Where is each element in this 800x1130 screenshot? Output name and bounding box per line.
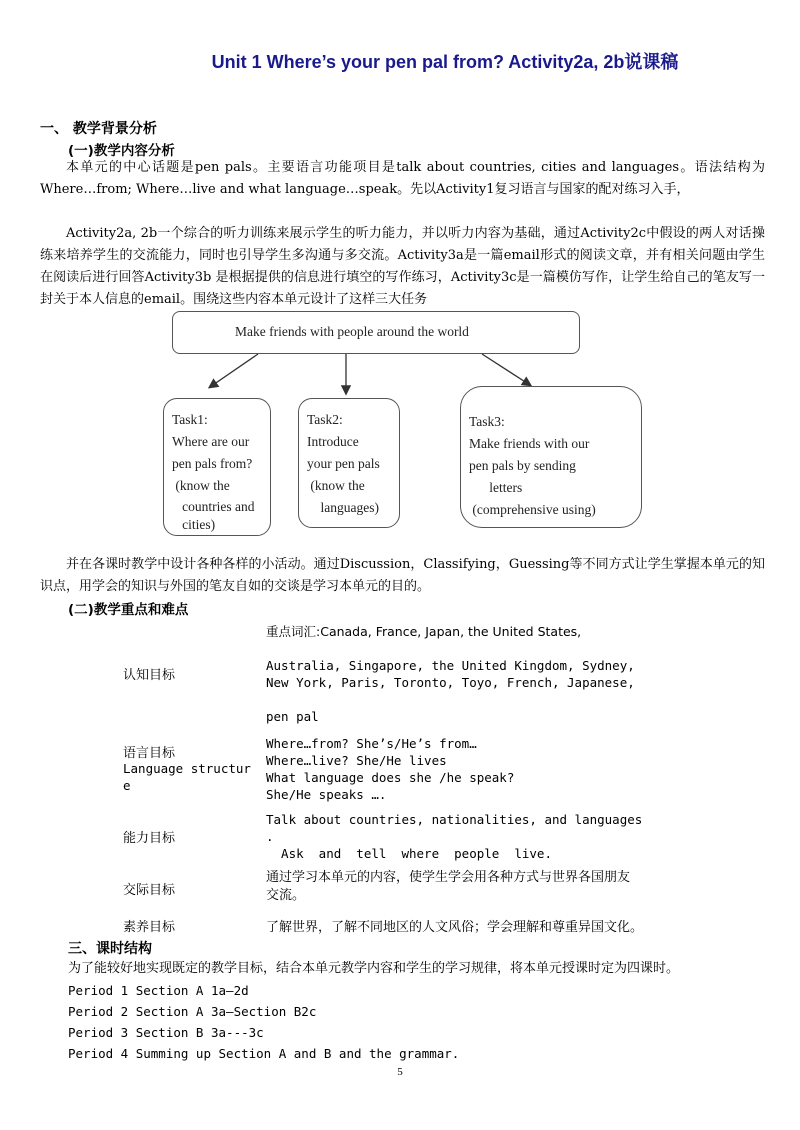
diagram-arrows [0,0,800,560]
goal-label: 能力目标 [123,831,176,846]
task1-line: (know the [172,478,230,493]
goal-line: Australia, Singapore, the United Kingdom, Sydney, [266,658,635,673]
goal-content [266,735,676,803]
subsection-content-analysis: (一)教学内容分析 [68,143,175,159]
goal-line [266,640,676,657]
goal-content [266,811,676,862]
paragraph-content-3: 并在各课时教学中设计各种各样的小活动。通过Discussion，Classifying，Guessing等不同方式让学生掌握本单元的知识点，用学会的知识与外国的笔友自如的交谈是学习本单元的目的。 [40,557,765,594]
diagram-goal-box: Make friends with people around the world [172,311,580,354]
task3-line: pen pals by sending [469,458,576,473]
goal-line: Talk about countries, nationalities, and languages [266,812,643,827]
arrow-to-task1 [210,354,258,387]
task1-line: pen pals from? [172,456,253,471]
goal-line: Where…from? She’s/He’s from… [266,736,477,751]
goal-label-english: Language structure [123,761,251,793]
task1-line: cities) [172,517,216,532]
task2-box [298,398,400,528]
section-3-heading: 三、课时结构 [68,941,152,957]
paragraph-content-2: Activity2a, 2b一个综合的听力训练来展示学生的听力能力，并以听力内容为基础，通过Activity2c中假设的两人对话操练来培养学生的交流能力，同时也引导学生多沟通与多交流。Activity3a是一篇email形式的阅读文章，并有相关问题由学生在阅读后进行回答Activity3b 是根据提供的信息进行填空的写作练习，Activity3c是一篇模仿写作，让学生给自己的笔友写一封关于本人信息的email。围绕这些内容本单元设计了这样三大任务 [40,226,765,307]
goal-label: 素养目标 [123,920,176,935]
section-1-heading: 一、 教学背景分析 [40,121,157,137]
goal-line: 交流。 [266,888,306,903]
goal-content [266,623,676,725]
goal-label: 交际目标 [123,883,176,898]
page-number: 5 [397,1066,403,1078]
goal-label: 语言目标 [123,746,176,761]
task1-box [163,398,271,536]
period-item: Period 3 Section B 3a---3c [68,1025,264,1040]
goal-line: She/He speaks …. [266,787,387,802]
paragraph-content-1: 本单元的中心话题是pen pals。主要语言功能项目是talk about countries, cities and languages。语法结构为 Where…from; Where…live and what language…speak。先以Activity1复习语言与国家的配对练习入手， [40,160,765,197]
goal-line: Ask and tell where people live. [266,846,552,861]
goal-line: 重点词汇:Canada, France, Japan, the United States, [266,624,582,639]
period-item: Period 1 Section A 1a—2d [68,983,249,998]
goal-content [266,869,686,905]
subsection-key-points: (二)教学重点和难点 [68,602,189,618]
goal-line: 通过学习本单元的内容，使学生学会用各种方式与世界各国朋友 [266,870,631,885]
task3-line: letters [469,480,523,495]
arrow-to-task3 [482,354,530,385]
period-item: Period 2 Section A 3a—Section B2c [68,1004,317,1019]
section-3-intro: 为了能较好地实现既定的教学目标，结合本单元教学内容和学生的学习规律，将本单元授课时定为四课时。 [68,961,680,976]
period-item: Period 4 Summing up Section A and B and the grammar. [68,1046,460,1061]
task2-line: Introduce [307,434,359,449]
task1-line: Where are our [172,434,250,449]
period-list [68,980,459,1064]
task2-line: (know the [307,478,365,493]
goal-content: 了解世界，了解不同地区的人文风俗；学会理解和尊重异国文化。 [266,920,644,935]
goal-line: Where…live? She/He lives [266,753,447,768]
task2-line: languages) [307,500,379,515]
document-title: Unit 1 Where’s your pen pal from? Activity2a, 2b说课稿 [211,52,679,72]
goal-line: pen pal [266,709,319,724]
task1-line: countries and [172,499,255,514]
task3-line: Make friends with our [469,436,590,451]
goal-line: New York, Paris, Toronto, Toyo, French, Japanese, [266,675,635,690]
goal-line [266,691,676,708]
task1-line: Task1: [172,412,208,427]
task3-line: Task3: [469,414,505,429]
task3-box [460,386,642,528]
goal-label: 认知目标 [123,668,176,683]
task3-line: (comprehensive using) [469,502,596,517]
task2-line: Task2: [307,412,343,427]
goal-line: . [266,829,274,844]
goal-line: What language does she /he speak? [266,770,515,785]
task2-line: your pen pals [307,456,380,471]
